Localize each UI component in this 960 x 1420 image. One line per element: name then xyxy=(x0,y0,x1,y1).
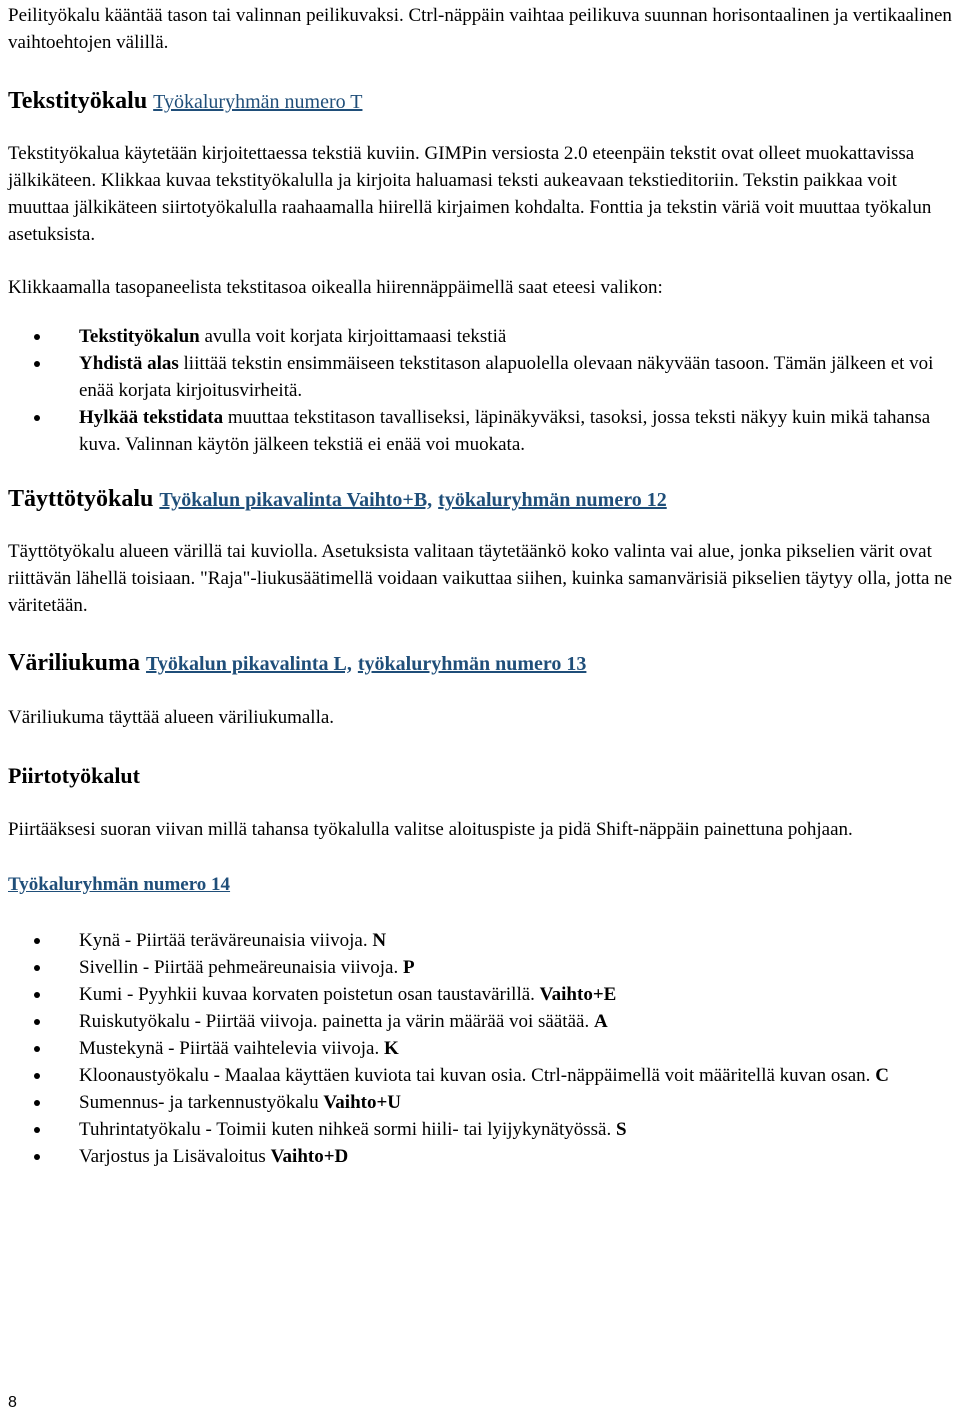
fill-tool-group-link[interactable]: työkaluryhmän numero 12 xyxy=(438,489,667,511)
text-layer-menu-list xyxy=(8,323,958,458)
list-item: Tekstityökalun avulla voit korjata kirjoittamaasi tekstiä xyxy=(8,323,958,350)
list-item: Sumennus- ja tarkennustyökalu Vaihto+U xyxy=(8,1089,958,1116)
gradient-group-link[interactable]: työkaluryhmän numero 13 xyxy=(357,653,587,675)
list-item: Kloonaustyökalu - Maalaa käyttäen kuviota tai kuvan osia. Ctrl-näppäimellä voit määritellä kuvan osan. C xyxy=(8,1062,958,1089)
text-layer-menu-paragraph: Klikkaamalla tasopaneelista tekstitasoa oikealla hiirennäppäimellä saat eteesi valikon: xyxy=(8,277,663,298)
text-tool-paragraph: Tekstityökalua käytetään kirjoitettaessa tekstiä kuviin. GIMPin versiosta 2.0 eteenpäin tekstit ovat olleet muokattavissa jälkikäteen. Klikkaa kuvaa tekstityökalulla ja kirjoita haluamasi teksti aukeavaan tekstieditoriin. Tekstin paikkaa voit muuttaa jälkikäteen siirtotyökalulla raahaamalla hiirellä kirjaimen kohdalta. Fonttia ja tekstin väriä voit muuttaa työkalun asetuksista. xyxy=(8,143,932,245)
mirror-tool-paragraph: Peilityökalu kääntää tason tai valinnan peilikuvaksi. Ctrl-näppäin vaihtaa peilikuva suunnan horisontaalinen ja vertikaalinen vaihtoehtojen välillä. xyxy=(8,5,952,53)
list-item: Varjostus ja Lisävaloitus Vaihto+D xyxy=(8,1143,958,1170)
list-item: Kynä - Piirtää teräväreunaisia viivoja. N xyxy=(8,927,958,954)
list-item: Yhdistä alas liittää tekstin ensimmäiseen tekstitason alapuolella olevaan näkyvään tasoon. Tämän jälkeen et voi enää korjata kirjoitusvirheitä. xyxy=(8,350,958,404)
text-tool-group-link[interactable]: Työkaluryhmän numero T xyxy=(153,91,363,113)
list-item: Hylkää tekstidata muuttaa tekstitason tavalliseksi, läpinäkyväksi, tasoksi, jossa teksti näkyy kuin mikä tahansa kuva. Valinnan käytön jälkeen tekstiä ei enää voi muokata. xyxy=(8,404,958,458)
list-item: Sivellin - Piirtää pehmeäreunaisia viivoja. P xyxy=(8,954,958,981)
page-number: 8 xyxy=(8,1394,17,1411)
list-item: Kumi - Pyyhkii kuvaa korvaten poistetun osan taustavärillä. Vaihto+E xyxy=(8,981,958,1008)
gradient-title: Väriliukuma xyxy=(8,650,141,676)
list-item: Tuhrintatyökalu - Toimii kuten nihkeä sormi hiili- tai lyijykynätyössä. S xyxy=(8,1116,958,1143)
gradient-shortcut-link[interactable]: Työkalun pikavalinta L, xyxy=(146,653,352,675)
gradient-paragraph: Väriliukuma täyttää alueen väriliukumalla. xyxy=(8,707,335,728)
text-tool-title: Tekstityökalu xyxy=(8,88,148,114)
text-tool-heading xyxy=(8,86,958,117)
fill-tool-paragraph: Täyttötyökalu alueen värillä tai kuviolla. Asetuksista valitaan täytetäänkö koko valinta vai alue, jonka pikselien värit ovat riittävän lähellä toisiaan. "Raja"-liukusäätimellä voidaan vaikuttaa siihen, kuinka samanvärisiä pikselien täytyy olla, jotta ne väritetään. xyxy=(8,541,953,616)
paint-tools-heading: Piirtotyökalut xyxy=(8,763,140,788)
paint-tools-group-link[interactable]: Työkaluryhmän numero 14 xyxy=(8,874,231,895)
fill-tool-title: Täyttötyökalu xyxy=(8,486,154,512)
paint-tools-list xyxy=(8,927,958,1170)
fill-tool-heading xyxy=(8,484,958,515)
document-page xyxy=(8,0,958,1170)
list-item: Mustekynä - Piirtää vaihtelevia viivoja. K xyxy=(8,1035,958,1062)
gradient-heading xyxy=(8,648,958,679)
paint-tools-group-line xyxy=(8,871,958,898)
fill-tool-shortcut-link[interactable]: Työkalun pikavalinta Vaihto+B, xyxy=(159,489,433,511)
list-item: Ruiskutyökalu - Piirtää viivoja. painetta ja värin määrää voi säätää. A xyxy=(8,1008,958,1035)
paint-tools-paragraph: Piirtääksesi suoran viivan millä tahansa työkalulla valitse aloituspiste ja pidä Shift-näppäin painettuna pohjaan. xyxy=(8,819,853,840)
